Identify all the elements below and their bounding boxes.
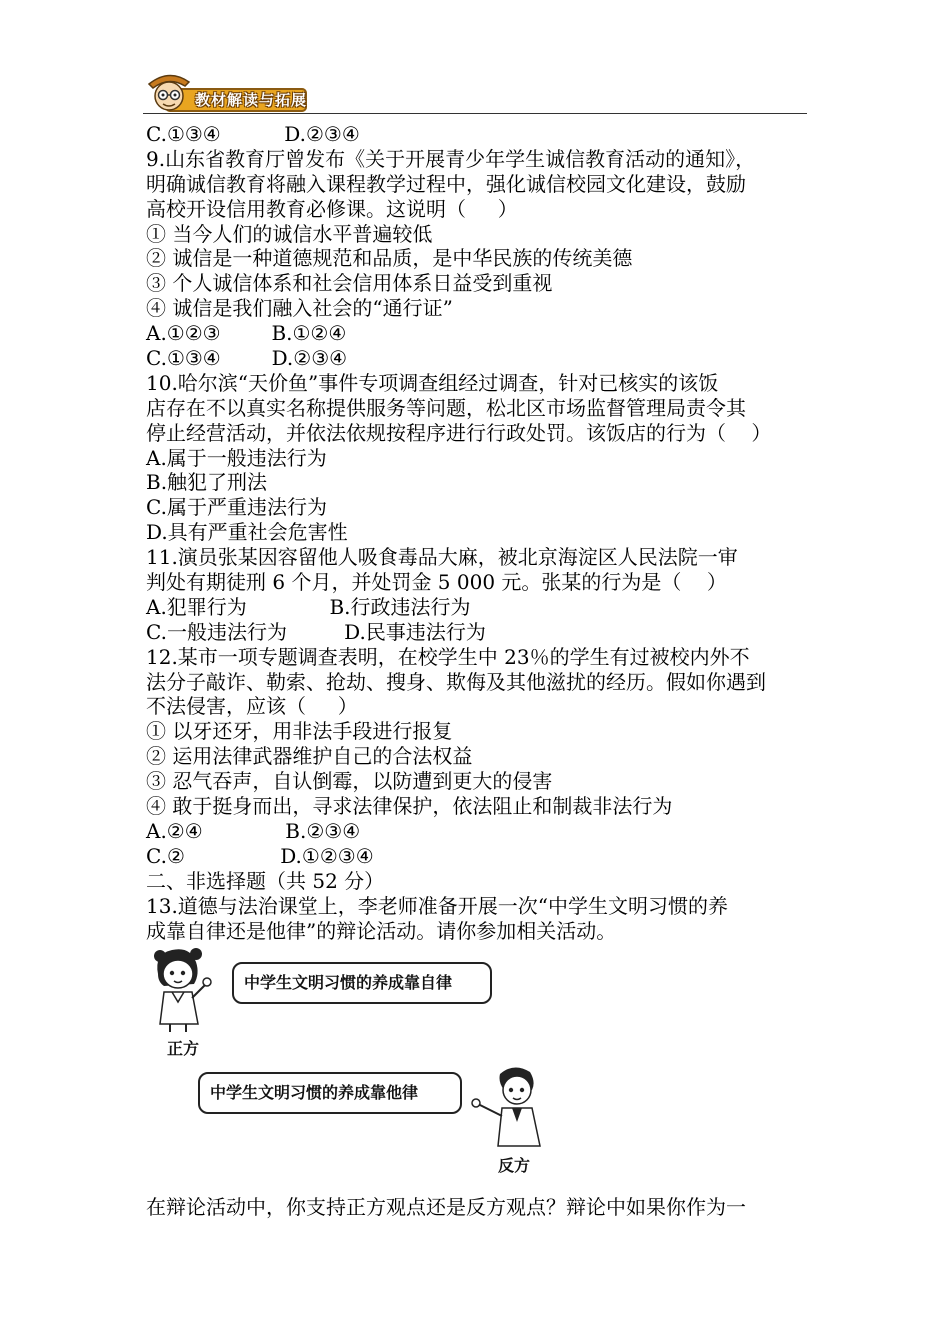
text-line: A.犯罪行为 B.行政违法行为 <box>146 594 471 619</box>
boy-cartoon-icon <box>470 1060 552 1150</box>
text-line: A.属于一般违法行为 <box>146 445 327 470</box>
section-badge-label: 教材解读与拓展 <box>195 91 308 109</box>
question-text <box>146 122 810 943</box>
negative-caption: 反方 <box>498 1156 531 1175</box>
text-line: C.①③④ D.②③④ <box>146 122 360 146</box>
text-line: 停止经营活动，并依法依规按程序进行行政处罚。该饭店的行为（ ） <box>146 420 772 445</box>
page-header <box>143 66 807 116</box>
text-line: 不法侵害，应该（ ） <box>146 694 358 719</box>
question-continuation: 在辩论活动中，你支持正方观点还是反方观点？辩论中如果你作为一 <box>146 1195 746 1219</box>
affirmative-caption: 正方 <box>167 1039 200 1058</box>
text-line: C.属于严重违法行为 <box>146 495 327 520</box>
text-line: ③ 忍气吞声，自认倒霉，以防遭到更大的侵害 <box>146 769 553 794</box>
text-line: 12.某市一项专题调查表明，在校学生中 23％的学生有过被校内外不 <box>146 644 750 669</box>
text-line: 店存在不以真实名称提供服务等问题，松北区市场监督管理局责令其 <box>146 395 746 420</box>
text-line: ② 诚信是一种道德规范和品质，是中华民族的传统美德 <box>146 246 633 271</box>
text-line: D.具有严重社会危害性 <box>146 520 348 545</box>
text-line: ① 当今人们的诚信水平普遍较低 <box>146 221 433 246</box>
mascot-icon <box>143 66 195 116</box>
affirmative-speech-bubble <box>232 962 492 1004</box>
text-line: 11.演员张某因容留他人吸食毒品大麻，被北京海淀区人民法院一审 <box>146 545 738 570</box>
girl-cartoon-icon <box>150 944 220 1032</box>
text-line: ① 以牙还牙，用非法手段进行报复 <box>146 719 453 744</box>
text-line: ④ 敢于挺身而出，寻求法律保护，依法阻止和制裁非法行为 <box>146 794 673 819</box>
text-line: 高校开设信用教育必修课。这说明（ ） <box>146 196 518 221</box>
text-line: ④ 诚信是我们融入社会的“通行证” <box>146 296 453 321</box>
negative-statement: 中学生文明习惯的养成靠他律 <box>210 1083 419 1102</box>
text-line: ③ 个人诚信体系和社会信用体系日益受到重视 <box>146 271 553 296</box>
text-line: 明确诚信教育将融入课程教学过程中，强化诚信校园文化建设，鼓励 <box>146 171 746 196</box>
text-line: 13.道德与法治课堂上，李老师准备开展一次“中学生文明习惯的养 <box>146 893 729 918</box>
text-line: A.①②③ B.①②④ <box>146 321 347 346</box>
header-rule <box>143 113 807 114</box>
text-line: 法分子敲诈、勒索、抢劫、搜身、欺侮及其他滋扰的经历。假如你遇到 <box>146 669 766 694</box>
text-line: 10.哈尔滨“天价鱼”事件专项调查组经过调查，针对已核实的该饭 <box>146 370 719 395</box>
text-line: 成靠自律还是他律”的辩论活动。请你参加相关活动。 <box>146 918 617 943</box>
text-line: C.一般违法行为 D.民事违法行为 <box>146 619 486 644</box>
text-line: ② 运用法律武器维护自己的合法权益 <box>146 744 473 769</box>
affirmative-statement: 中学生文明习惯的养成靠自律 <box>244 973 453 992</box>
text-line: A.②④ B.②③④ <box>146 818 361 843</box>
negative-speech-bubble <box>198 1072 462 1114</box>
text-line: 判处有期徒刑 6 个月，并处罚金 5 000 元。张某的行为是（ ） <box>146 570 727 595</box>
text-line: B.触犯了刑法 <box>146 470 268 495</box>
text-line: 二、非选择题（共 52 分） <box>146 868 385 893</box>
text-line: C.①③④ D.②③④ <box>146 346 348 371</box>
text-line: 9.山东省教育厅曾发布《关于开展青少年学生诚信教育活动的通知》， <box>146 146 756 171</box>
text-line: C.② D.①②③④ <box>146 843 374 868</box>
